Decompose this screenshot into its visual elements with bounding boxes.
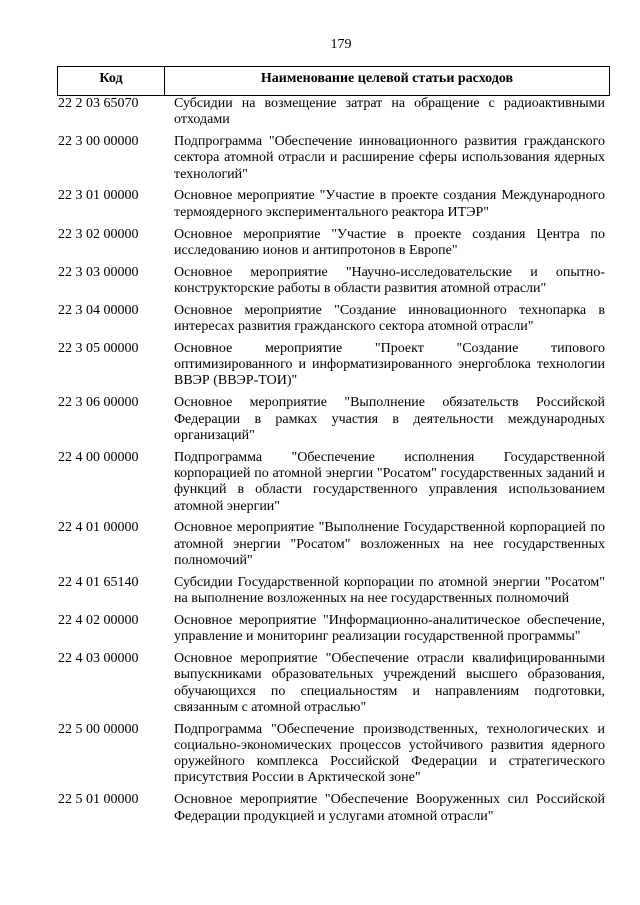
table-row	[57, 450, 610, 515]
row-code: 22 3 04 00000	[58, 302, 139, 318]
row-code: 22 3 02 00000	[58, 226, 139, 242]
row-name: Основное мероприятие "Участие в проекте создания Международного термоядерного экспериментального реактора ИТЭР"	[174, 188, 605, 220]
table-row	[57, 792, 610, 825]
table-row	[57, 575, 610, 608]
row-code: 22 3 03 00000	[58, 264, 139, 280]
row-code: 22 4 02 00000	[58, 612, 139, 628]
table-row	[57, 188, 610, 221]
row-name: Основное мероприятие "Выполнение Государственной корпорацией по атомной энергии "Росатом" возложенных на нее государственных полномочий"	[174, 520, 605, 568]
table-row	[57, 265, 610, 298]
row-name: Подпрограмма "Обеспечение исполнения Государственной корпорацией по атомной энергии "Росатом" государственных заданий и функций в области государственного управления использованием атомной энергии"	[174, 449, 605, 514]
row-name: Основное мероприятие "Обеспечение отрасли квалифицированными выпускниками образовательных учреждений высшего образования, обучающихся по специальностям и направлениям подготовки, связанным с атомной отраслью"	[174, 650, 605, 715]
row-name: Основное мероприятие "Проект "Создание типового оптимизированного и информатизированного энергоблока технологии ВВЭР (ВВЭР-ТОИ)"	[174, 340, 605, 389]
row-code: 22 4 01 65140	[58, 574, 139, 590]
table-header	[57, 66, 610, 96]
row-code: 22 4 01 00000	[58, 520, 139, 536]
row-name: Основное мероприятие "Участие в проекте создания Центра по исследованию ионов и антипротонов в Европе"	[174, 226, 605, 258]
header-code: Код	[58, 67, 165, 95]
table-row	[57, 722, 610, 787]
row-name: Основное мероприятие "Создание инновационного технопарка в интересах развития гражданского сектора атомной отрасли"	[174, 302, 605, 335]
table-row	[57, 613, 610, 646]
row-code: 22 3 01 00000	[58, 188, 139, 204]
row-name: Подпрограмма "Обеспечение инновационного развития гражданского сектора атомной отрасли и расширение сферы использования ядерных технологий"	[174, 134, 605, 182]
table-row	[57, 520, 610, 569]
row-code: 22 4 00 00000	[58, 449, 139, 465]
table-row	[57, 395, 610, 444]
table-row	[57, 227, 610, 260]
row-code: 22 3 05 00000	[58, 340, 139, 356]
row-code: 22 2 03 65070	[58, 96, 139, 111]
row-name: Подпрограмма "Обеспечение производственных, технологических и социально-экономических процессов устойчивого развития ядерного оружейного комплекса Российской Федерации и стратегического присутствия России в Арктической зоне"	[174, 721, 605, 786]
table-row	[57, 651, 610, 716]
table-row	[57, 96, 610, 129]
table-row	[57, 341, 610, 390]
row-code: 22 5 01 00000	[58, 792, 139, 808]
header-name: Наименование целевой статьи расходов	[260, 71, 514, 86]
row-code: 22 3 00 00000	[58, 134, 139, 150]
row-name: Основное мероприятие "Обеспечение Вооруженных сил Российской Федерации продукцией и услугами атомной отрасли"	[174, 792, 605, 824]
page-number: 179	[330, 37, 352, 52]
budget-table	[57, 96, 610, 830]
table-row	[57, 303, 610, 336]
row-code: 22 3 06 00000	[58, 395, 139, 411]
row-name: Основное мероприятие "Информационно-аналитическое обеспечение, управление и мониторинг реализации государственной программы"	[174, 612, 605, 645]
row-name: Основное мероприятие "Выполнение обязательств Российской Федерации в рамках участия в деятельности международных организаций"	[174, 395, 605, 443]
row-name: Субсидии на возмещение затрат на обращение с радиоактивными отходами	[174, 96, 605, 128]
row-code: 22 4 03 00000	[58, 650, 139, 666]
row-name: Основное мероприятие "Научно-исследовательские и опытно-конструкторские работы в области развития атомной отрасли"	[174, 264, 605, 296]
table-row	[57, 134, 610, 183]
row-code: 22 5 00 00000	[58, 721, 139, 737]
row-name: Субсидии Государственной корпорации по атомной энергии "Росатом" на выполнение возложенных на нее государственных полномочий	[174, 574, 605, 607]
